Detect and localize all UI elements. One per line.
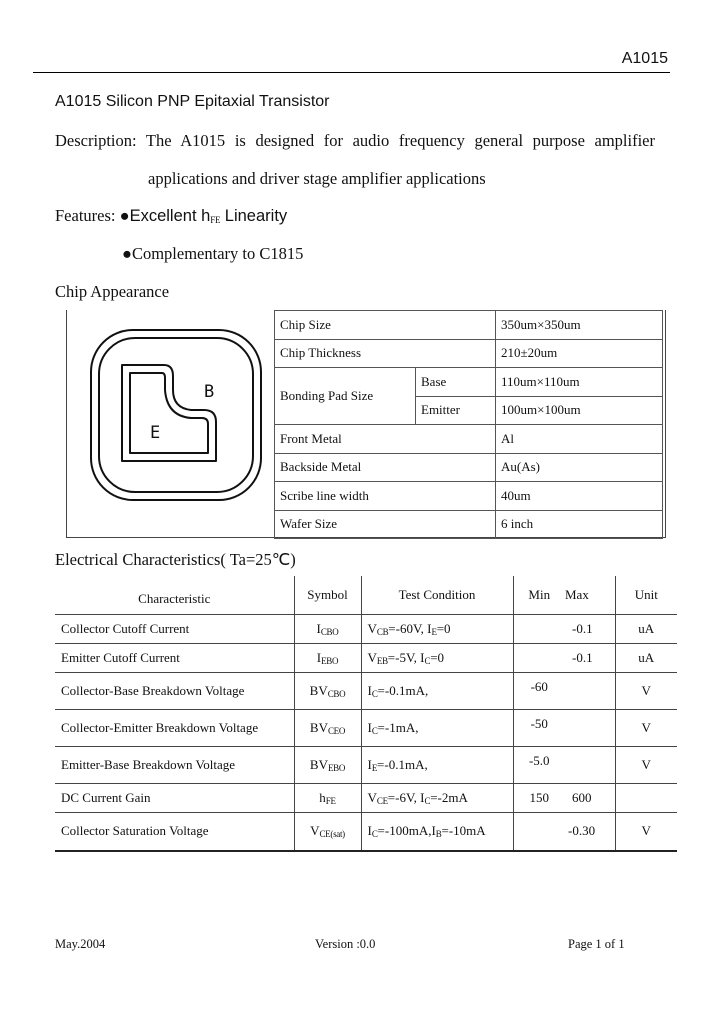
symbol-main: I [316, 621, 321, 636]
test-condition-cell [361, 710, 513, 747]
characteristic-cell: Collector Saturation Voltage [55, 813, 294, 851]
feature-1-sub: FE [210, 215, 221, 225]
electrical-heading: Electrical Characteristics( Ta=25℃) [55, 550, 296, 569]
characteristic-cell: Collector Cutoff Current [55, 615, 294, 644]
unit-cell: V [615, 813, 677, 851]
chip-row-wafer [275, 510, 663, 539]
condition-text: =-0.1mA, [377, 757, 428, 772]
chip-row-size [275, 311, 663, 340]
condition-text: I [367, 757, 372, 772]
min-cell: -50 [513, 710, 565, 747]
footer-version: Version :0.0 [315, 937, 376, 951]
backside-metal-label: Backside Metal [275, 453, 496, 482]
test-condition-cell [361, 784, 513, 813]
bonding-pad-label: Bonding Pad Size [275, 368, 416, 425]
symbol-main: BV [309, 757, 328, 772]
header-symbol: Symbol [294, 576, 361, 615]
condition-text: =-2mA [430, 790, 468, 805]
header-rule [33, 72, 670, 73]
front-metal-label: Front Metal [275, 425, 496, 454]
feature-1-post: Linearity [220, 207, 288, 225]
symbol-cell [294, 813, 361, 851]
die-outline [91, 330, 261, 500]
electrical-row [55, 673, 677, 710]
min-cell [513, 813, 565, 851]
chip-size-value: 350um×350um [496, 311, 663, 340]
chip-row-thickness [275, 339, 663, 368]
document-title: A1015 Silicon PNP Epitaxial Transistor [55, 93, 330, 110]
symbol-subscript: CBO [320, 627, 339, 637]
characteristic-cell: Emitter Cutoff Current [55, 644, 294, 673]
description-line-2: applications and driver stage amplifier applications [148, 169, 486, 188]
features-prefix: Features: [55, 206, 120, 225]
condition-text: =-6V, I [387, 790, 425, 805]
test-condition-cell [361, 673, 513, 710]
chip-thickness-label: Chip Thickness [275, 339, 496, 368]
emitter-pad-outline [122, 365, 216, 461]
condition-subscript: C [424, 656, 431, 666]
condition-subscript: C [371, 726, 378, 736]
footer-date: May.2004 [55, 937, 106, 951]
header-min: Min [513, 576, 565, 615]
min-cell: 150 [513, 784, 565, 813]
electrical-row [55, 813, 677, 851]
characteristic-cell: Collector-Emitter Breakdown Voltage [55, 710, 294, 747]
symbol-cell [294, 784, 361, 813]
chip-size-label: Chip Size [275, 311, 496, 340]
condition-subscript: C [424, 796, 431, 806]
symbol-cell [294, 747, 361, 784]
symbol-main: I [316, 650, 322, 665]
emitter-pad-label: E [150, 423, 161, 443]
feature-complementary: ●Complementary to C1815 [122, 244, 304, 263]
symbol-subscript: FE [325, 796, 336, 806]
emitter-pad-inner [130, 373, 208, 453]
condition-text: I [367, 720, 372, 735]
condition-text: =-60V, I [388, 621, 432, 636]
description-line-1: Description: The A1015 is designed for audio frequency general purpose amplifier [55, 131, 655, 150]
max-cell: -0.1 [565, 615, 615, 644]
chip-thickness-value: 210±20um [496, 339, 663, 368]
electrical-row [55, 784, 677, 813]
condition-text: I [367, 683, 372, 698]
symbol-cell [294, 615, 361, 644]
max-cell: -0.30 [565, 813, 615, 851]
max-cell: -0.1 [565, 644, 615, 673]
chip-specs-table [274, 310, 663, 539]
min-cell: -60 [513, 673, 565, 710]
scribe-value: 40um [496, 482, 663, 511]
condition-text: I [367, 823, 372, 839]
unit-cell [615, 784, 677, 813]
electrical-row [55, 615, 677, 644]
condition-subscript: E [431, 627, 437, 637]
condition-subscript: C [371, 829, 378, 840]
feature-linearity [55, 206, 287, 226]
max-cell: 600 [565, 784, 615, 813]
min-cell [513, 644, 565, 673]
scribe-label: Scribe line width [275, 482, 496, 511]
chip-row-scribe [275, 482, 663, 511]
chip-row-front-metal [275, 425, 663, 454]
condition-subscript: CB [376, 627, 389, 637]
symbol-main: BV [309, 720, 328, 735]
wafer-value: 6 inch [496, 510, 663, 539]
condition-text: V [367, 650, 377, 665]
max-cell [565, 747, 615, 784]
bonding-emitter-value: 100um×100um [496, 396, 663, 425]
condition-subscript: CE [376, 796, 388, 806]
electrical-row [55, 644, 677, 673]
base-pad-label: B [204, 382, 215, 402]
symbol-main: V [310, 823, 320, 839]
footer-page-number: Page 1 of 1 [568, 937, 625, 951]
header-characteristic: Characteristic [55, 576, 294, 615]
symbol-main: h [319, 790, 326, 805]
condition-subscript: EB [376, 656, 388, 666]
symbol-main: BV [309, 683, 328, 698]
condition-text: V [367, 790, 377, 805]
unit-cell: uA [615, 644, 677, 673]
electrical-row [55, 710, 677, 747]
chip-appearance-heading: Chip Appearance [55, 282, 170, 301]
chip-die-diagram [76, 318, 266, 528]
condition-text: =-100mA,I [377, 823, 436, 839]
feature-1-text: ●Excellent h [119, 207, 211, 225]
condition-text: =0 [436, 621, 451, 636]
max-cell [565, 673, 615, 710]
front-metal-value: Al [496, 425, 663, 454]
max-cell [565, 710, 615, 747]
wafer-label: Wafer Size [275, 510, 496, 539]
condition-text: =0 [430, 650, 445, 665]
symbol-subscript: EBO [321, 656, 339, 666]
chip-row-backside-metal [275, 453, 663, 482]
condition-subscript: B [435, 829, 442, 840]
condition-subscript: E [371, 763, 378, 773]
condition-subscript: C [371, 689, 378, 699]
min-cell: -5.0 [513, 747, 565, 784]
bonding-base-label: Base [416, 368, 496, 397]
symbol-subscript: CBO [327, 689, 346, 699]
characteristic-cell: Emitter-Base Breakdown Voltage [55, 747, 294, 784]
electrical-row [55, 747, 677, 784]
test-condition-cell [361, 747, 513, 784]
unit-cell: V [615, 747, 677, 784]
test-condition-cell [361, 644, 513, 673]
unit-cell: V [615, 673, 677, 710]
condition-text: =-5V, I [387, 650, 425, 665]
symbol-subscript: EBO [327, 763, 346, 773]
characteristic-cell: Collector-Base Breakdown Voltage [55, 673, 294, 710]
condition-text: =-10mA [441, 823, 486, 839]
electrical-table-body [55, 615, 677, 851]
symbol-subscript: CE(sat) [319, 829, 345, 840]
unit-cell: uA [615, 615, 677, 644]
symbol-subscript: CEO [327, 726, 346, 736]
bonding-emitter-label: Emitter [416, 396, 496, 425]
chip-row-bonding-base [275, 368, 663, 397]
condition-text: =-1mA, [377, 720, 419, 735]
condition-text: =-0.1mA, [377, 683, 429, 698]
header-max: Max [565, 576, 615, 615]
part-number-header: A1015 [621, 50, 668, 67]
min-cell [513, 615, 565, 644]
backside-metal-value: Au(As) [496, 453, 663, 482]
header-condition: Test Condition [361, 576, 513, 615]
chip-appearance-block [66, 310, 667, 538]
symbol-cell [294, 710, 361, 747]
symbol-cell [294, 644, 361, 673]
electrical-characteristics-table [55, 576, 677, 852]
test-condition-cell [361, 813, 513, 851]
symbol-cell [294, 673, 361, 710]
bonding-base-value: 110um×110um [496, 368, 663, 397]
electrical-header-row [55, 576, 677, 615]
condition-text: V [367, 621, 377, 636]
characteristic-cell: DC Current Gain [55, 784, 294, 813]
header-unit: Unit [615, 576, 677, 615]
test-condition-cell [361, 615, 513, 644]
unit-cell: V [615, 710, 677, 747]
